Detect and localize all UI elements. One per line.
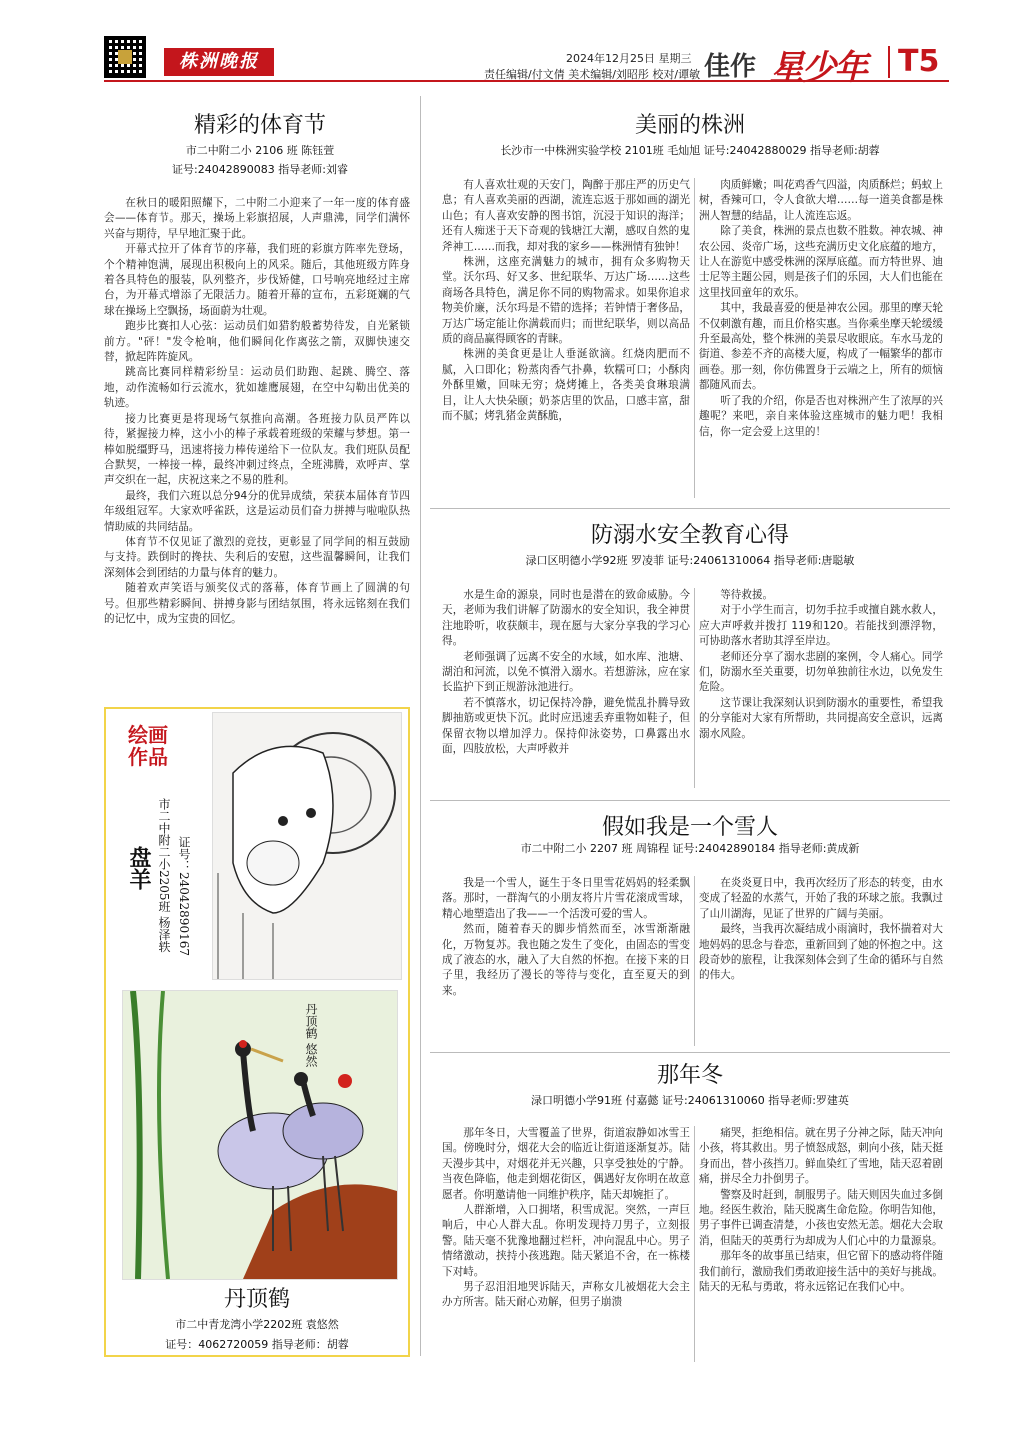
paragraph: 这节课让我深刻认识到防溺水的重要性，希望我的分享能对大家有所帮助，共同提高安全意识，远离溺水风险。 — [699, 696, 943, 740]
section-rule — [430, 508, 950, 509]
article-title-drowning: 防溺水安全教育心得 — [590, 523, 789, 548]
column-divider — [694, 588, 695, 788]
article-meta-snowman: 市二中附二小 2207 班 周锦程 证号:24042890184 指导老师:黄成新 — [520, 842, 860, 855]
paragraph: 水是生命的源泉，同时也是潜在的致命威胁。今天，老师为我们讲解了防溺水的安全知识，我全神贯注地聆听，收获颇丰，现在愿与大家分享我的学习心得。 — [442, 589, 690, 648]
article-body-sports — [104, 196, 410, 627]
paragraph: 跳高比赛同样精彩纷呈：运动员们助跑、起跳、腾空、落地，动作流畅如行云流水，犹如雄鹰展翅，在空中勾勒出优美的轨迹。 — [104, 366, 410, 410]
paragraph: 开幕式拉开了体育节的序幕，我们班的彩旗方阵率先登场，个个精神饱满，展现出积极向上的风采。随后，其他班级方阵身着各具特色的服装，队列整齐，步伐矫健，口号响亮地经过主席台，为开幕式增添了无限活力。随着开幕的宣布，五彩斑斓的气球在操场上空飘扬，场面蔚为壮观。 — [104, 243, 410, 317]
section-rule — [430, 800, 950, 801]
column-divider — [694, 1126, 695, 1362]
article-body-snowman-col1 — [442, 876, 690, 999]
sheep-drawing — [212, 712, 402, 980]
article-title-sports: 精彩的体育节 — [193, 113, 326, 138]
article-title-winter: 那年冬 — [656, 1063, 723, 1088]
article-title-zhuzhou: 美丽的株洲 — [634, 113, 745, 138]
paragraph: 株洲，这座充满魅力的城市，拥有众多购物天堂。沃尔玛、好又多、世纪联华、万达广场……这些商场各具特色，满足你不同的购物需求。如果你追求物美价廉，沃尔玛是不错的选择；若钟情于奢侈品，万达广场定能让你满载而归；而世纪联华，则以高品质的商品赢得顾客的青睐。 — [442, 256, 690, 346]
paragraph: 在炎炎夏日中，我再次经历了形态的转变，由水变成了轻盈的水蒸气，开始了我的环球之旅。我飘过了山川湖海，见证了世界的广阔与美丽。 — [699, 877, 943, 920]
article-meta-winter: 渌口明德小学91班 付嘉懿 证号:24061310060 指导老师:罗建英 — [531, 1094, 849, 1107]
paragraph: 痛哭，拒绝相信。就在男子分神之际，陆天冲向小孩，将其救出。男子愤怒成怒，刺向小孩，陆天挺身而出，替小孩挡刀。鲜血染红了雪地，陆天忍着剧痛，拼尽全力扑倒男子。 — [699, 1127, 943, 1186]
crane-inscription: 丹顶鹤 悠然 — [304, 1003, 318, 1067]
paragraph: 肉质鲜嫩；叫花鸡香气四溢，肉质酥烂；蚂蚁上树，香辣可口，令人食欲大增……每一道美食都是株洲人智慧的结晶，让人流连忘返。 — [699, 179, 943, 222]
qr-logo — [118, 50, 132, 64]
artwork-cert-crane: 证号：4062720059 指导老师：胡蓉 — [165, 1338, 349, 1351]
paragraph: 株洲的美食更是让人垂涎欲滴。红烧肉肥而不腻，入口即化；粉蒸肉香气扑鼻，软糯可口；小酥肉外酥里嫩，回味无穷；烧烤摊上，各类美食琳琅满目，让人大快朵颐；奶茶店里的饮品，口感丰富，甜而不腻；烤乳猪金黄酥脆， — [442, 348, 690, 423]
paragraph: 其中，我最喜爱的便是神农公园。那里的摩天轮不仅刺激有趣，而且价格实惠。当你乘坐摩天轮缓缓升至最高处，整个株洲的美景尽收眼底。车水马龙的街道、参差不齐的高楼大厦，构成了一幅繁华的都市画卷。那一刻，你仿佛置身于云端之上，所有的烦恼都随风而去。 — [699, 302, 943, 392]
paragraph: 那年冬日，大雪覆盖了世界，街道寂静如冰雪王国。傍晚时分，烟花大会的临近让街道逐渐复苏。陆天漫步其中，对烟花并无兴趣，只享受独处的宁静。当夜色降临，他走到烟花街区，偶遇好友你明在故意愿者。你明邀请他一同维护秩序，陆天却婉拒了。 — [442, 1127, 690, 1201]
paragraph: 随着欢声笑语与颁奖仪式的落幕，体育节画上了圆满的句号。但那些精彩瞬间、拼搏身影与团结氛围，将永远铭刻在我们的记忆中，成为宝贵的回忆。 — [104, 582, 410, 625]
article-body-drowning-col1 — [442, 588, 690, 757]
paragraph: 体育节不仅见证了激烈的竞技，更彰显了同学间的相互鼓励与支持。跌倒时的搀扶、失利后的安慰，这些温馨瞬间，让我们深刻体会到团结的力量与体育的魅力。 — [104, 535, 410, 579]
paragraph: 跑步比赛扣人心弦：运动员们如猎豹般蓄势待发，自光紧锁前方。"砰！"发令枪响，他们瞬间化作离弦之箭，双脚快速交替，掀起阵阵旋风。 — [104, 320, 410, 364]
article-cert-sports: 证号:24042890083 指导老师:刘睿 — [172, 163, 348, 176]
paragraph: 然而，随着春天的脚步悄然而至，冰雪渐渐融化，万物复苏。我也随之发生了变化，由固态的雪变成了液态的水，融入了大自然的怀抱。在接下来的日子里，我经历了漫长的等待与变化，直至夏天的到来。 — [442, 923, 690, 997]
section-rule — [430, 1052, 950, 1053]
artwork-cert-sheep: 证号：24042890167 — [177, 836, 191, 956]
paragraph: 接力比赛更是将现场气氛推向高潮。各班接力队员严阵以待，紧握接力棒，这小小的棒子承载着班级的荣耀与梦想。第一棒如脱缰野马，迅速将接力棒传递给下一位队友。我们班队员配合默契，一棒接一棒，最终冲刺过终点，全班沸腾，欢呼声、掌声交织在一起，庆祝这来之不易的胜利。 — [104, 412, 410, 487]
column-divider — [694, 876, 695, 1046]
article-body-winter-col2 — [699, 1126, 943, 1295]
paragraph: 在秋日的暖阳照耀下，二中附二小迎来了一年一度的体育盛会——体育节。那天，操场上彩旗招展，人声鼎沸，同学们满怀兴奋与期待，早早地汇聚于此。 — [104, 197, 410, 240]
artwork-tag-line: 作品 — [128, 745, 168, 769]
article-author-sports: 市二中附二小 2106 班 陈钰萱 — [185, 144, 335, 157]
paragraph: 除了美食，株洲的景点也数不胜数。神农城、神农公园、炎帝广场，这些充满历史文化底蕴的地方，让人在游览中感受株洲的深厚底蕴。而方特世界、迪士尼等主题公园，则是孩子们的乐园，大人们也能在这里找回童年的欢乐。 — [699, 225, 943, 299]
header-divider — [888, 46, 890, 78]
article-body-zhuzhou-col1 — [442, 178, 690, 425]
artwork-author-crane: 市二中青龙湾小学2202班 袁悠然 — [175, 1318, 339, 1331]
newspaper-logo: 株洲晚报 — [164, 48, 274, 76]
column-logo: 星少年 — [770, 48, 866, 88]
article-meta-drowning: 渌口区明德小学92班 罗凌菲 证号:24061310064 指导老师:唐聪敏 — [525, 554, 855, 567]
paragraph: 最终，我们六班以总分94分的优异成绩，荣获本届体育节四年级组冠军。大家欢呼雀跃，这是运动员们奋力拼搏与啦啦队热情助威的共同结晶。 — [104, 489, 410, 533]
page-number: T5 — [898, 44, 940, 79]
paragraph: 最终，当我再次凝结成小雨滴时，我怀揣着对大地妈妈的思念与眷恋，重新回到了她的怀抱之中。这段奇妙的旅程，让我深刻体会到了生命的循环与自然的伟大。 — [699, 923, 943, 982]
paragraph: 那年冬的故事虽已结束，但它留下的感动将伴随我们前行，激励我们勇敢迎接生活中的美好与挑战。陆天的无私与勇敢，将永远铭记在我们心中。 — [699, 1250, 943, 1294]
article-body-winter-col1 — [442, 1126, 690, 1311]
paragraph: 人群渐增，入口拥堵，积雪成泥。突然，一声巨响后，中心人群大乱。你明发现持刀男子，立刻报警。陆天毫不犹豫地翻过栏杆，冲向混乱中心。男子情绪激动，挟持小孩逃跑。陆天紧追不舍，在一栋楼下对峙。 — [442, 1204, 690, 1278]
article-body-drowning-col2 — [699, 588, 943, 742]
article-body-snowman-col2 — [699, 876, 943, 984]
paragraph: 男子忍泪泪地哭诉陆天，声称女儿被烟花大会主办方所害。陆天耐心劝解，但男子崩溃 — [442, 1281, 690, 1309]
paragraph: 听了我的介绍，你是否也对株洲产生了浓厚的兴趣呢？来吧，亲自来体验这座城市的魅力吧！我相信，你一定会爱上这里的！ — [699, 394, 943, 438]
section-name: 佳作 — [704, 52, 757, 82]
paragraph: 若不慎落水，切记保持冷静，避免慌乱扑腾导致脚抽筋或更快下沉。此时应迅速丢弃重物如鞋子，但保留衣物以增加浮力。保持仰泳姿势，口鼻露出水面，四肢放松，大声呼救并 — [442, 696, 690, 756]
editor-credits: 责任编辑/付文倩 美术编辑/刘昭彤 校对/谭敏 — [484, 68, 701, 81]
issue-date: 2024年12月25日 星期三 — [566, 52, 692, 65]
paragraph: 有人喜欢壮观的天安门，陶醉于那庄严的历史气息；有人喜欢美丽的西湖，流连忘返于那如画的湖光山色；有人喜欢安静的图书馆，沉浸于知识的海洋；还有人痴迷于天下奇观的钱塘江大潮，感叹自然的鬼斧神工……而我，却对我的家乡——株洲情有独钟！ — [442, 179, 690, 253]
artwork-title-sheep: 盘羊 — [126, 846, 152, 890]
paragraph: 我是一个雪人，诞生于冬日里雪花妈妈的轻柔飘落。那时，一群淘气的小朋友将片片雪花滚成雪球，精心地塑造出了我——一个活泼可爱的雪人。 — [442, 877, 690, 920]
column-divider — [420, 96, 421, 1356]
paragraph: 警察及时赶到，制服男子。陆天则因失血过多倒地。经医生救治，陆天脱离生命危险。你明告知他，男子事件已调查清楚，小孩也安然无恙。烟花大会取消，但陆天的英勇行为却成为人们心中的力量源泉。 — [699, 1188, 943, 1247]
paragraph: 老师强调了远离不安全的水域，如水库、池塘、湖泊和河流，以免不慎滑入溺水。若想游泳，应在家长监护下到正规游泳池进行。 — [442, 650, 690, 694]
article-title-snowman: 假如我是一个雪人 — [601, 815, 778, 840]
column-divider — [694, 178, 695, 498]
article-body-zhuzhou-col2 — [699, 178, 943, 440]
artwork-author-sheep: 市二中附二小2205班 杨泽轶 — [157, 798, 171, 953]
artwork-title-crane: 丹顶鹤 — [223, 1287, 290, 1312]
paragraph: 老师还分享了溺水悲剧的案例，令人痛心。同学们，防溺水至关重要，切勿单独前往水边，以免发生危险。 — [699, 650, 943, 694]
article-meta-zhuzhou: 长沙市一中株洲实验学校 2101班 毛灿旭 证号:24042880029 指导老师:胡蓉 — [500, 144, 880, 157]
paragraph: 等待救援。 — [720, 589, 774, 601]
artwork-tag-line: 绘画 — [128, 723, 168, 747]
crane-painting — [122, 990, 398, 1280]
paragraph: 对于小学生而言，切勿手拉手或擅自跳水救人，应大声呼救并拨打 119和120。若能找到漂浮物，可协助落水者助其浮至岸边。 — [699, 604, 943, 648]
artwork-tag — [128, 724, 178, 774]
header-rule — [104, 80, 949, 82]
